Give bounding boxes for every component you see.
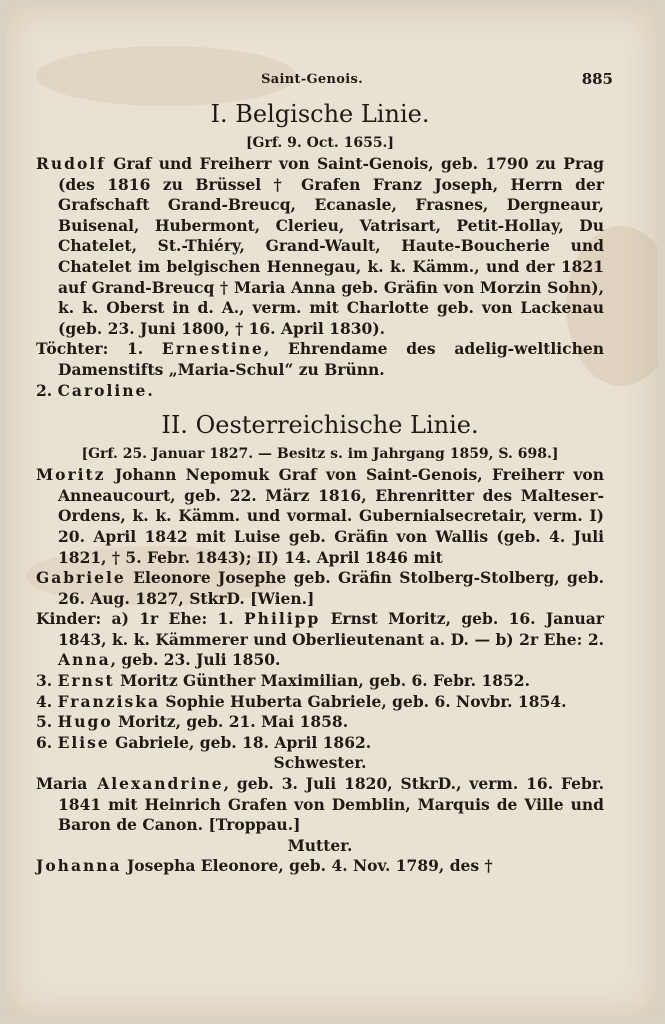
- section-meta: [Grf. 25. Januar 1827. — Besitz s. im Jahrgang 1859, S. 698.]: [81, 446, 559, 463]
- entry-paragraph: [36, 856, 604, 877]
- entry-text: Graf und Freiherr von Saint-Genois, geb. 1790 zu Prag (des 1816 zu Brüssel † Grafen Franz Joseph, Herrn der Grafschaft Grand-Breucq, Ecanasle, Frasnes, Dergneaur, Buisenal, Hubermont, Clerieu, Vatrisart, Petit-Hollay, Du Chatelet, St.-Thiéry, Grand-Wault, Haute-Boucherie und Chatelet im belgischen Hennegau, k. k. Kämm., und der 1821 auf Grand-Breucq † Maria Anna geb. Gräfin von Morzin Sohn), k. k. Oberst in d. A., verm. mit Charlotte geb. von Lackenau (geb. 23. Juni 1800, † 16. April 1830).: [58, 154, 604, 338]
- person-name: Ernestine: [161, 339, 264, 359]
- entry-number: 2.: [36, 380, 58, 400]
- section-meta: [Grf. 9. Oct. 1655.]: [245, 135, 395, 151]
- entry-paragraph: [36, 671, 604, 692]
- entry-number: 1.: [108, 339, 162, 359]
- person-name: Franziska: [57, 691, 160, 711]
- running-head: Saint-Genois.: [261, 72, 363, 87]
- entry-number: 5.: [36, 712, 58, 732]
- entry-text: Eleonore Josephe geb. Gräfin Stolberg-Stolberg, geb. 26. Aug. 1827, StkrD. [Wien.]: [58, 568, 604, 608]
- entry-paragraph: [36, 381, 604, 402]
- entry-paragraph: [36, 339, 604, 380]
- person-name: Hugo: [57, 712, 113, 732]
- entry-text: a) 1r Ehe: 1.: [101, 609, 245, 629]
- person-name: Johanna: [36, 856, 122, 876]
- entry-text: Sophie Huberta Gabriele, geb. 6. Novbr. 1854.: [160, 691, 567, 711]
- person-name: Anna: [58, 650, 111, 670]
- entry-paragraph: [36, 609, 604, 671]
- entry-paragraph: [36, 692, 604, 713]
- entry-number: 4.: [36, 691, 58, 711]
- section-title: II. Oesterreichische Linie.: [161, 411, 479, 440]
- person-name: Alexandrine: [87, 774, 224, 794]
- entry-text: Moritz Günther Maximilian, geb. 6. Febr. 1852.: [114, 671, 530, 691]
- subheading-sister: Schwester.: [273, 753, 367, 773]
- entry-text: Gabriele, geb. 18. April 1862.: [109, 732, 372, 752]
- person-name: Rudolf: [36, 154, 106, 173]
- person-name: Caroline: [57, 380, 148, 400]
- entry-text: , geb. 3. Juli 1820, StkrD., verm. 16. Febr. 1841 mit Heinrich Grafen von Demblin, Marquis de Ville und Baron de Canon. [Troppau.]: [58, 774, 604, 835]
- entry-number: 6.: [36, 732, 58, 752]
- entry-number: 3.: [36, 671, 58, 691]
- page-number: 885: [581, 70, 613, 88]
- person-name: Philipp: [244, 609, 321, 629]
- entry-text: , geb. 23. Juli 1850.: [110, 650, 281, 670]
- entry-paragraph: [36, 712, 604, 733]
- person-name: Moritz: [36, 465, 106, 485]
- person-name: Maria: [36, 774, 88, 794]
- entry-text: Ernst Moritz, geb. 16. Januar 1843, k. k. Kämmerer und Oberlieutenant a. D. — b) 2r Ehe: 2.: [58, 609, 604, 649]
- book-page: [6, 6, 657, 1016]
- page-content: [36, 94, 604, 877]
- entry-paragraph: [36, 733, 604, 754]
- person-name: Ernst: [57, 671, 115, 691]
- entry-paragraph: [36, 774, 604, 836]
- entry-label: Töchter:: [36, 339, 109, 359]
- person-name: Elise: [57, 732, 110, 752]
- subheading-mother: Mutter.: [287, 835, 353, 855]
- entry-text: .: [147, 380, 153, 400]
- entry-paragraph: [36, 465, 604, 568]
- entry-paragraph: [36, 154, 604, 339]
- entry-text: Moritz, geb. 21. Mai 1858.: [112, 712, 349, 732]
- entry-text: , Ehrendame des adelig-weltlichen Damenstifts „Maria-Schul“ zu Brünn.: [58, 339, 604, 379]
- entry-text: Josepha Eleonore, geb. 4. Nov. 1789, des †: [121, 856, 493, 876]
- entry-paragraph: [36, 568, 604, 609]
- page-header: [6, 72, 657, 92]
- section-title: I. Belgische Linie.: [210, 100, 430, 128]
- entry-text: Johann Nepomuk Graf von Saint-Genois, Freiherr von Anneaucourt, geb. 22. März 1816, Ehrenritter des Malteser-Ordens, k. k. Kämm. und vormal. Gubernialsecretair, verm. I) 20. April 1842 mit Luise geb. Gräfin von Wallis (geb. 4. Juli 1821, † 5. Febr. 1843); II) 14. April 1846 mit: [58, 465, 604, 567]
- entry-label: Kinder:: [36, 609, 102, 629]
- person-name: Gabriele: [36, 568, 126, 588]
